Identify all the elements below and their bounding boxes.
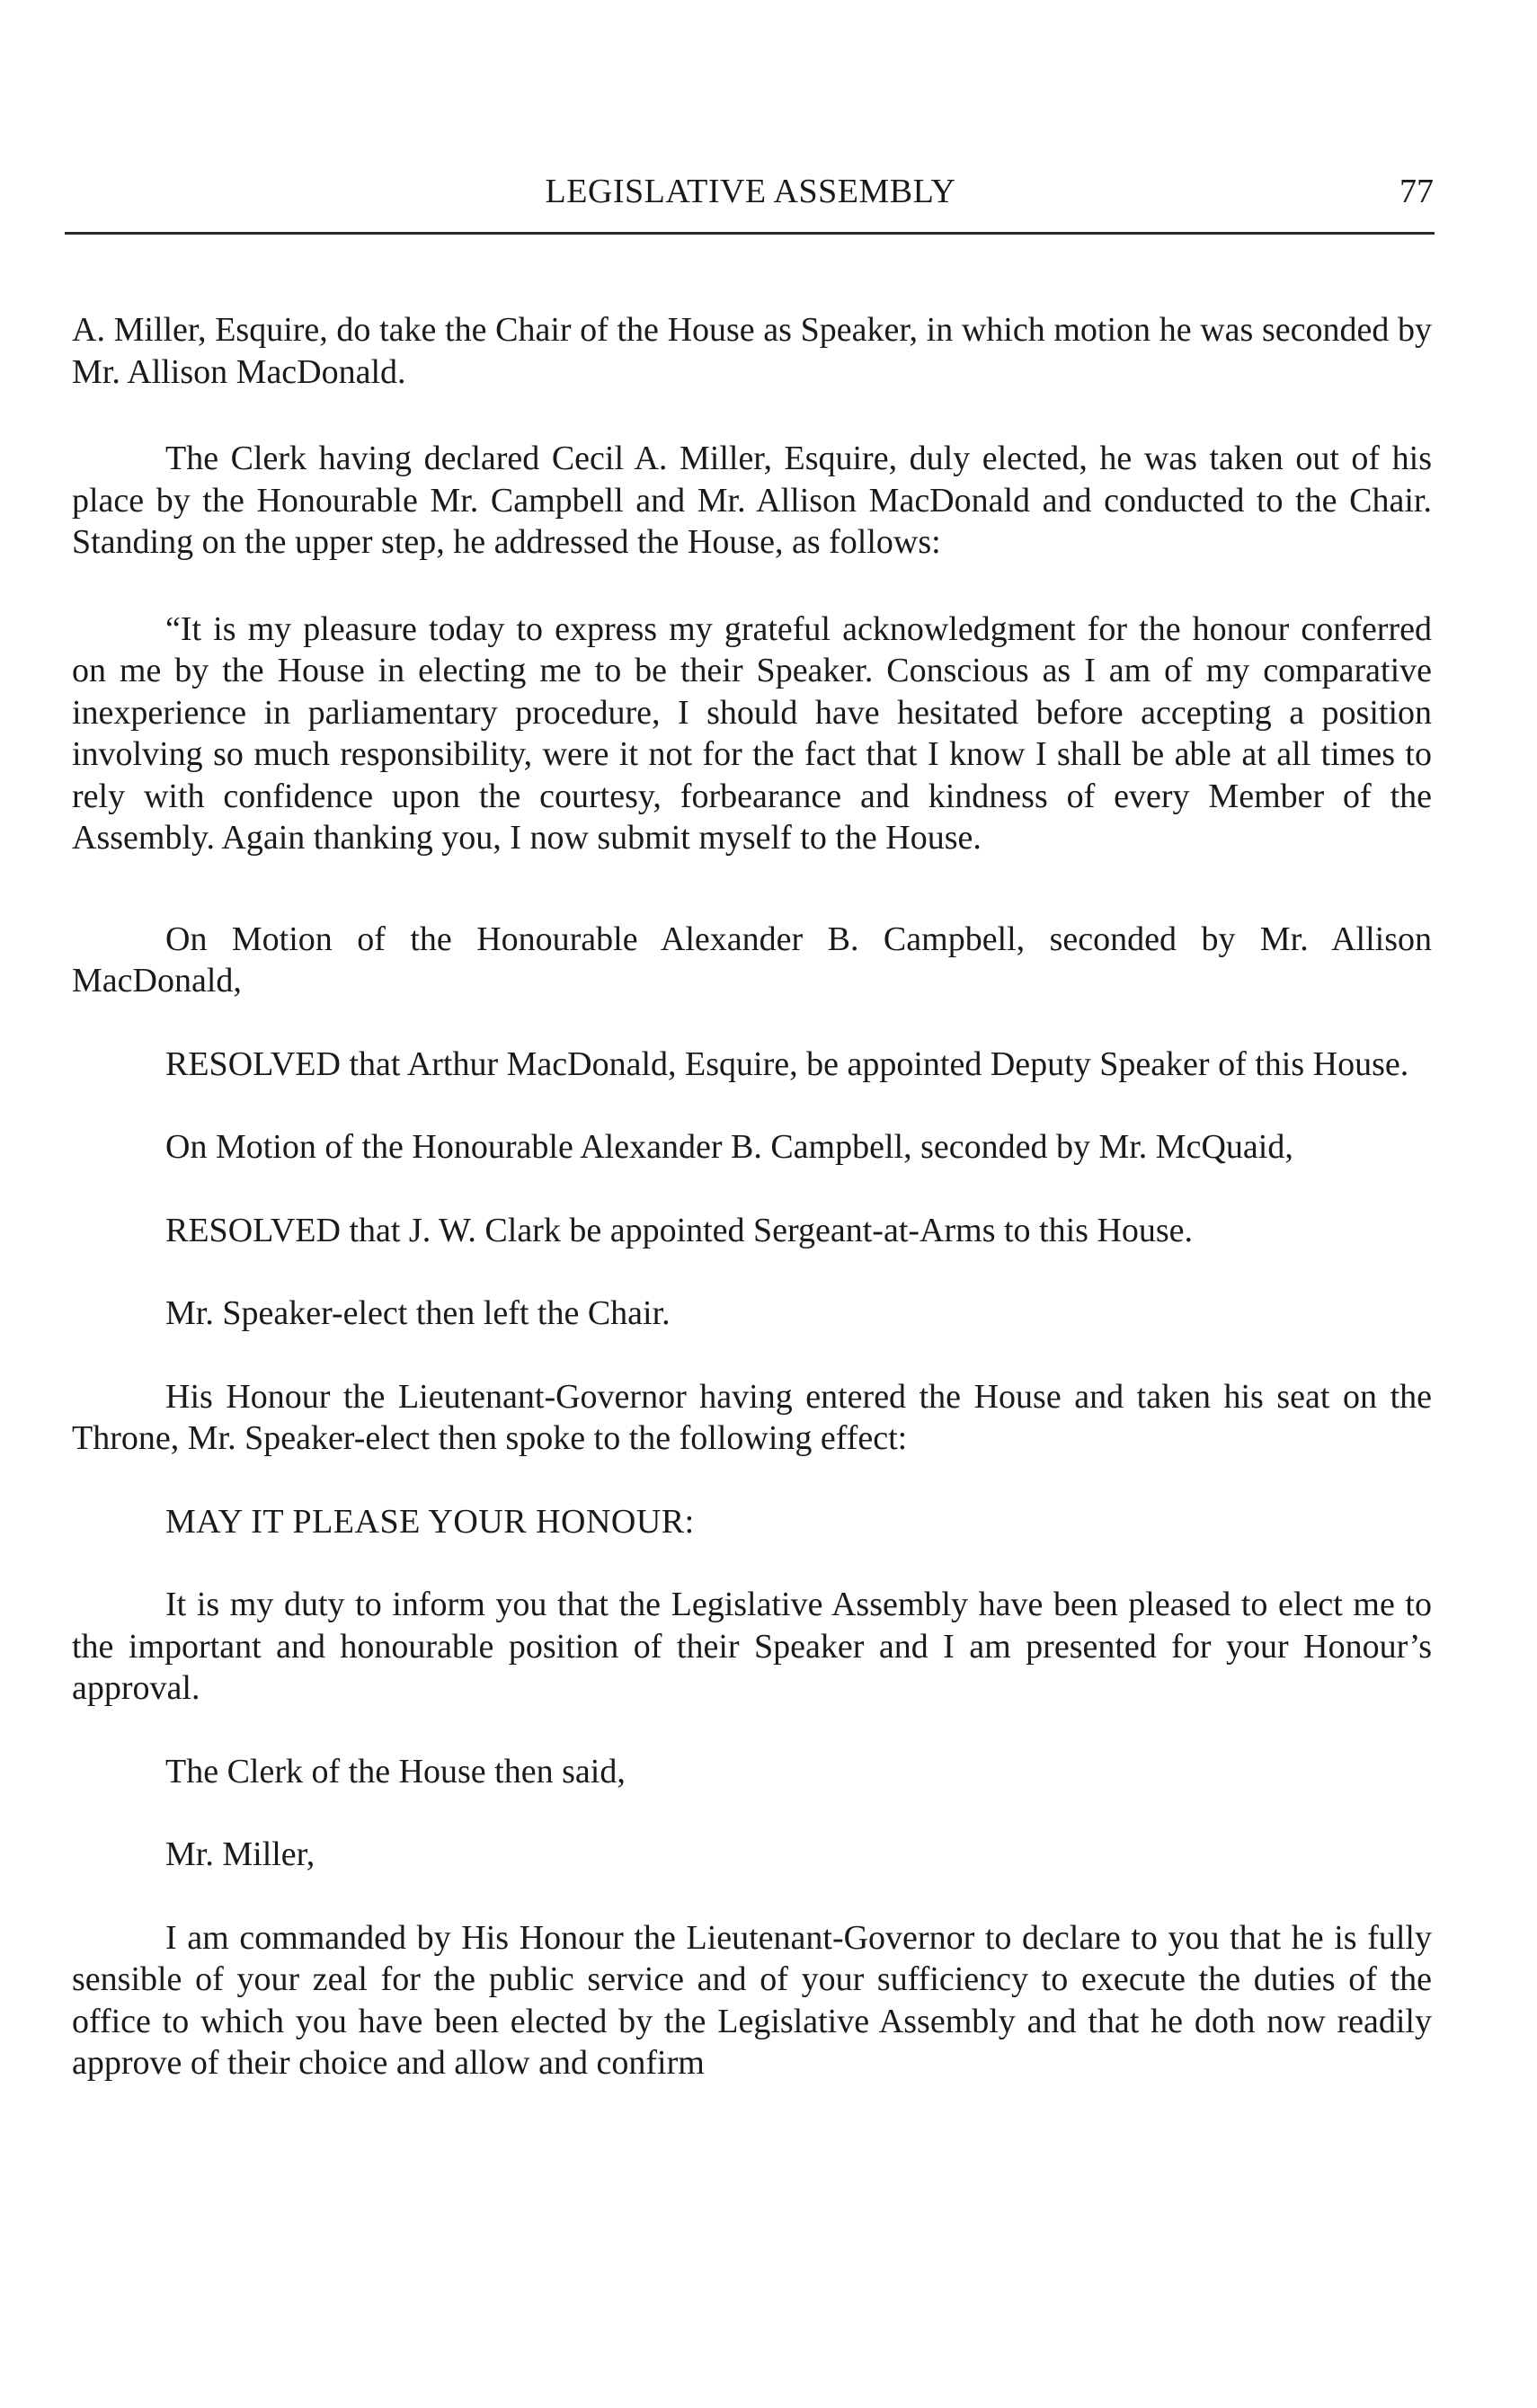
paragraph-lieutenant-governor: His Honour the Lieutenant-Governor having entered the House and taken his seat on the Throne, Mr. Speaker-elect then spoke to the following effect: [72,1377,1432,1457]
paragraph-resolved-sergeant: RESOLVED that J. W. Clark be appointed Sergeant-at-Arms to this House. [165,1211,1194,1249]
paragraph-commanded: I am commanded by His Honour the Lieutenant-Governor to declare to you that he is fully sensible of your zeal for the public service and of your sufficiency to execute the duties of the office to which you have been elected by the Legislative Assembly and that he doth now readily approve of their choice and allow and confirm [72,1918,1432,2082]
paragraph-motion-sergeant: On Motion of the Honourable Alexander B. Campbell, seconded by Mr. McQuaid, [165,1128,1293,1166]
paragraph-clerk-declared: The Clerk having declared Cecil A. Miller, Esquire, duly elected, he was taken out of his place by the Honourable Mr. Campbell and Mr. Allison MacDonald and conducted to the Chair. Standing on the upper step, he addressed the House, as follows: [72,440,1432,561]
paragraph-left-chair: Mr. Speaker-elect then left the Chair. [165,1294,671,1332]
paragraph-address-heading: MAY IT PLEASE YOUR HONOUR: [165,1502,695,1541]
paragraph-motion-deputy: On Motion of the Honourable Alexander B. Campbell, seconded by Mr. Allison MacDonald, [72,920,1432,1000]
paragraph-duty-inform: It is my duty to inform you that the Legislative Assembly have been pleased to elect me to the important and honourable position of their Speaker and I am presented for your Honour’s approval. [72,1586,1432,1707]
paragraph-salutation: Mr. Miller, [165,1835,315,1873]
running-head: LEGISLATIVE ASSEMBLY [545,173,956,210]
paragraph-clerk-said: The Clerk of the House then said, [165,1752,626,1790]
page-header [67,171,1434,225]
paragraph-continuation: A. Miller, Esquire, do take the Chair of the House as Speaker, in which motion he was seconded by Mr. Allison MacDonald. [72,311,1432,391]
paragraph-resolved-deputy: RESOLVED that Arthur MacDonald, Esquire, be appointed Deputy Speaker of this House. [165,1044,1409,1083]
header-rule [65,232,1435,235]
body-text [72,309,1432,2084]
page-number: 77 [1399,173,1434,210]
paragraph-speaker-address: “It is my pleasure today to express my grateful acknowledgment for the honour conferred on me by the House in electing me to be their Speaker. Conscious as I am of my comparative inexperience in parliamentary procedure, I should have hesitated before accepting a position involving so much responsibility, were it not for the fact that I know I shall be able at all times to rely with confidence upon the courtesy, forbearance and kindness of every Member of the Assembly. Again thanking you, I now submit myself to the House. [72,609,1432,857]
